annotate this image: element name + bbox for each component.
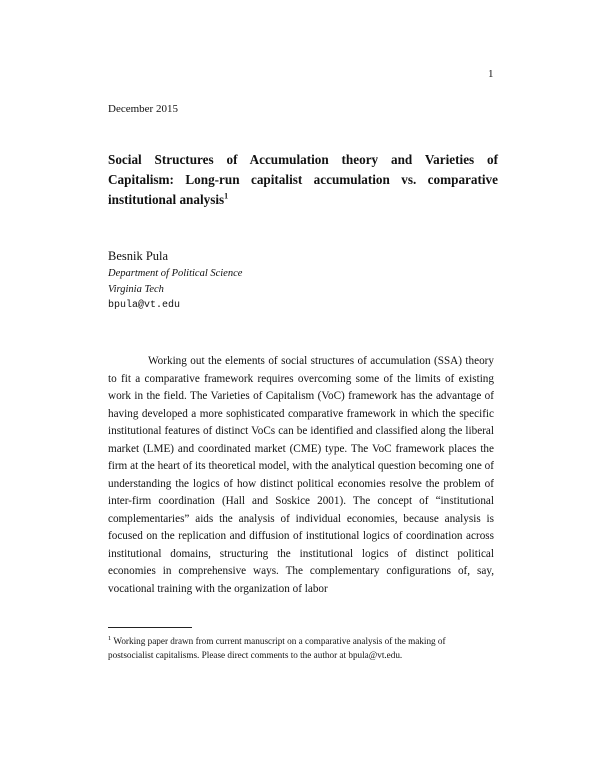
author-institution: Virginia Tech xyxy=(108,284,164,295)
page-number: 1 xyxy=(488,68,494,80)
paper-title-text: Social Structures of Accumulation theory and Varieties of Capitalism: Long-run capitalist accumulation vs. comparative institutional analysis xyxy=(108,152,498,207)
footnote-divider xyxy=(108,627,192,628)
footnote-text: Working paper drawn from current manuscript on a comparative analysis of the making of postsocialist capitalisms. Please direct comments to the author at bpula@vt.edu. xyxy=(108,636,446,660)
paper-title xyxy=(108,150,498,210)
footnote xyxy=(108,632,488,662)
author-department: Department of Political Science xyxy=(108,268,243,279)
body-text xyxy=(108,353,494,598)
document-date: December 2015 xyxy=(108,103,178,115)
body-paragraph: Working out the elements of social structures of accumulation (SSA) theory to fit a comparative framework requires overcoming some of the limits of existing work in the field. The Varieties of Capitalism (VoC) framework has the advantage of having developed a more sophisticated comparative framework in which the specific institutional features of distinct VoCs can be identified and classified along the liberal market (LME) and coordinated market (CME) type. The VoC framework places the firm at the heart of its theoretical model, with the analytical question becoming one of understanding the logics of how distinct political economies resolve the problem of inter-firm coordination (Hall and Soskice 2001). The concept of “institutional complementaries” aids the analysis of individual economies, because analysis is focused on the replication and diffusion of institutional logics of coordination across institutional domains, structuring the institutional logics of distinct political economies in comprehensive ways. The complementary configurations of, say, vocational training with the organization of labor xyxy=(108,355,494,595)
author-name: Besnik Pula xyxy=(108,249,169,263)
author-block xyxy=(108,246,242,314)
footnote-marker: 1 xyxy=(108,635,112,642)
author-email: bpula@vt.edu xyxy=(108,300,181,311)
title-footnote-marker: 1 xyxy=(224,191,229,201)
